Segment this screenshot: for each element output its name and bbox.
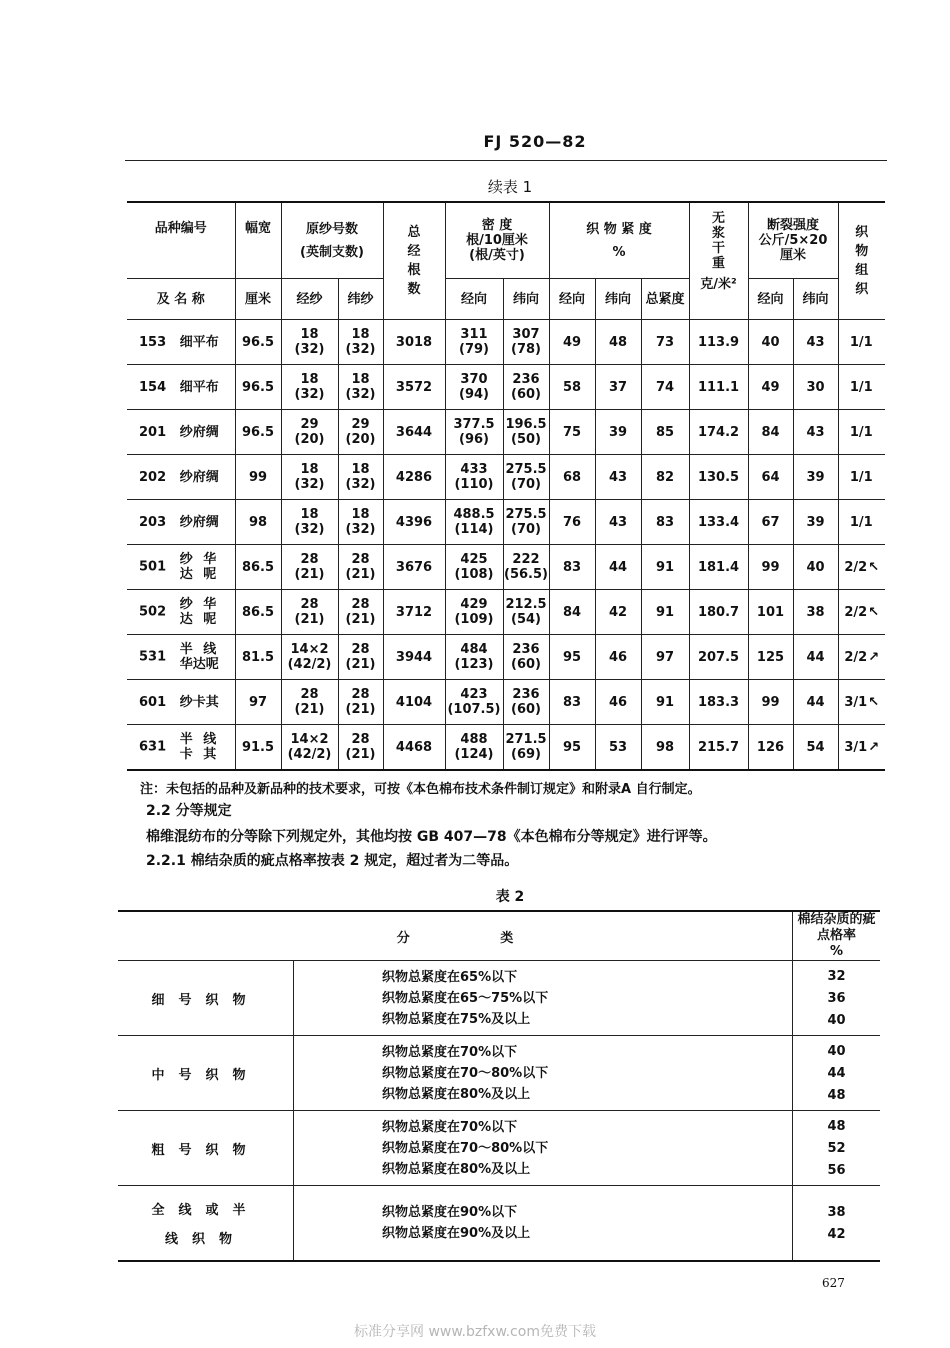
strength-weft-cell: 30 [793, 365, 838, 410]
total-ends-cell: 3644 [383, 410, 445, 455]
condition-text: 织物总紧度在80%及以上 [382, 1161, 531, 1177]
fabric-category: 细号织物 [118, 961, 294, 1036]
tightness-total-cell: 91 [641, 680, 689, 725]
total-ends-cell: 3018 [383, 320, 445, 365]
tightness-header: 织 物 紧 度 [586, 221, 652, 237]
density-warp-cell: 370 (94) [445, 365, 503, 410]
table-row [118, 1036, 880, 1111]
table-row [127, 500, 885, 545]
tightness-total-header: 总紧度 [645, 291, 685, 307]
density-warp-cell: 429 (109) [445, 590, 503, 635]
rate-value: 42 [827, 1226, 846, 1242]
weight-cell: 180.7 [689, 590, 748, 635]
table2-caption: 表 2 [495, 889, 525, 905]
width-cell: 86.5 [235, 545, 281, 590]
weave-cell: 2/2↖ [838, 545, 885, 590]
weave-cell: 3/1↖ [838, 680, 885, 725]
strength-weft-cell: 39 [793, 455, 838, 500]
condition-text: 织物总紧度在70%以下 [382, 1044, 518, 1060]
defect-rate-table [118, 910, 880, 1262]
width-cell: 96.5 [235, 410, 281, 455]
rate-value: 36 [827, 990, 846, 1006]
strength-warp-cell: 67 [748, 500, 793, 545]
strength-unit: 公斤/5×20 [758, 233, 828, 248]
tightness-total-cell: 83 [641, 500, 689, 545]
fabric-category: 全线或半 线织物 [118, 1186, 294, 1262]
tightness-weft-cell: 39 [595, 410, 641, 455]
tightness-warp-cell: 95 [549, 635, 595, 680]
total-ends-cell: 4286 [383, 455, 445, 500]
strength-sub: 厘米 [779, 248, 806, 263]
variety-cell: 154 细平布 [127, 365, 235, 410]
weave-cell: 1/1 [838, 320, 885, 365]
section-2-2-1-paragraph: 2.2.1 棉结杂质的疵点格率按表 2 规定，超过者为二等品。 [146, 853, 519, 869]
weight-cell: 133.4 [689, 500, 748, 545]
weight-cell: 181.4 [689, 545, 748, 590]
weight-header: 无 浆 干 重 克/米² [689, 202, 748, 320]
rate-value: 48 [827, 1087, 846, 1103]
warp-yarn-header: 经纱 [296, 291, 323, 307]
variety-cell: 631 半 线 卡 其 [127, 725, 235, 771]
weft-yarn-cell: 28 (21) [338, 680, 383, 725]
condition-text: 织物总紧度在80%及以上 [382, 1086, 531, 1102]
density-weft-cell: 236 (60) [503, 365, 549, 410]
width-unit: 厘米 [244, 291, 271, 307]
weft-yarn-cell: 28 (21) [338, 635, 383, 680]
defect-rate-values [793, 1036, 881, 1111]
warp-yarn-cell: 18 (32) [281, 500, 338, 545]
defect-rate-values [793, 961, 881, 1036]
weft-yarn-cell: 18 (32) [338, 320, 383, 365]
warp-yarn-cell: 14×2 (42/2) [281, 725, 338, 771]
weft-yarn-cell: 29 (20) [338, 410, 383, 455]
density-warp-header: 经向 [460, 291, 487, 307]
rate-value: 44 [827, 1065, 846, 1081]
variety-cell: 153 细平布 [127, 320, 235, 365]
tightness-weft-cell: 43 [595, 500, 641, 545]
tightness-total-cell: 97 [641, 635, 689, 680]
tightness-warp-cell: 95 [549, 725, 595, 771]
strength-weft-cell: 38 [793, 590, 838, 635]
tightness-total-cell: 98 [641, 725, 689, 771]
strength-warp-cell: 125 [748, 635, 793, 680]
strength-warp-cell: 101 [748, 590, 793, 635]
strength-warp-cell: 99 [748, 545, 793, 590]
density-warp-cell: 377.5 (96) [445, 410, 503, 455]
density-weft-cell: 212.5 (54) [503, 590, 549, 635]
variety-cell: 601 纱卡其 [127, 680, 235, 725]
density-warp-cell: 311 (79) [445, 320, 503, 365]
tightness-weft-cell: 46 [595, 680, 641, 725]
tightness-conditions [294, 1186, 793, 1262]
yarn-count-sub: (英制支数) [300, 244, 364, 260]
warp-yarn-cell: 29 (20) [281, 410, 338, 455]
table1-caption: 续表 1 [487, 178, 533, 196]
warp-yarn-cell: 18 (32) [281, 455, 338, 500]
twill-direction-icon: ↖ [868, 559, 880, 575]
weave-cell: 3/1↗ [838, 725, 885, 771]
warp-yarn-cell: 28 (21) [281, 680, 338, 725]
strength-weft-cell: 40 [793, 545, 838, 590]
defect-rate-values [793, 1186, 881, 1262]
width-cell: 97 [235, 680, 281, 725]
weave-cell: 1/1 [838, 455, 885, 500]
warp-yarn-cell: 18 (32) [281, 320, 338, 365]
density-weft-cell: 236 (60) [503, 680, 549, 725]
condition-text: 织物总紧度在75%及以上 [382, 1011, 531, 1027]
table-row [127, 680, 885, 725]
document-code: FJ 520—82 [483, 132, 587, 151]
density-unit: 根/10厘米 [466, 233, 528, 248]
width-cell: 91.5 [235, 725, 281, 771]
tightness-total-cell: 82 [641, 455, 689, 500]
width-cell: 96.5 [235, 320, 281, 365]
tightness-total-cell: 85 [641, 410, 689, 455]
condition-text: 织物总紧度在90%以下 [382, 1205, 518, 1220]
strength-weft-cell: 43 [793, 320, 838, 365]
variety-cell: 502 纱 华 达 呢 [127, 590, 235, 635]
warp-yarn-cell: 14×2 (42/2) [281, 635, 338, 680]
strength-weft-cell: 43 [793, 410, 838, 455]
table-row [127, 320, 885, 365]
tightness-weft-cell: 44 [595, 545, 641, 590]
tightness-unit: % [612, 244, 626, 260]
condition-text: 织物总紧度在65%以下 [382, 969, 518, 985]
rate-value: 52 [827, 1140, 846, 1156]
strength-warp-header: 经向 [757, 291, 784, 307]
density-weft-cell: 222 (56.5) [503, 545, 549, 590]
table-row [127, 545, 885, 590]
table-row [127, 455, 885, 500]
tightness-weft-cell: 43 [595, 455, 641, 500]
warp-yarn-cell: 28 (21) [281, 590, 338, 635]
total-ends-cell: 4104 [383, 680, 445, 725]
weave-cell: 2/2↖ [838, 590, 885, 635]
density-weft-header: 纬向 [512, 291, 539, 307]
rate-value: 56 [827, 1162, 846, 1178]
strength-weft-cell: 39 [793, 500, 838, 545]
tightness-weft-cell: 37 [595, 365, 641, 410]
twill-direction-icon: ↗ [868, 739, 880, 755]
weft-yarn-header: 纬纱 [347, 291, 374, 307]
tightness-conditions [294, 1036, 793, 1111]
density-weft-cell: 275.5 (70) [503, 455, 549, 500]
defect-rate-unit: % [829, 944, 844, 959]
weft-yarn-cell: 18 (32) [338, 365, 383, 410]
tightness-weft-cell: 53 [595, 725, 641, 771]
total-ends-header: 总 经 根 数 [383, 202, 445, 320]
defect-rate-values [793, 1111, 881, 1186]
tightness-conditions [294, 961, 793, 1036]
strength-warp-cell: 126 [748, 725, 793, 771]
weave-cell: 1/1 [838, 410, 885, 455]
yarn-count-header: 原纱号数 [305, 221, 358, 237]
rate-value: 40 [827, 1043, 846, 1059]
strength-weft-cell: 44 [793, 635, 838, 680]
density-warp-cell: 425 (108) [445, 545, 503, 590]
tightness-total-cell: 91 [641, 545, 689, 590]
table-row [118, 1186, 880, 1262]
weave-cell: 2/2↗ [838, 635, 885, 680]
warp-yarn-cell: 18 (32) [281, 365, 338, 410]
table-row [118, 1111, 880, 1186]
condition-text: 织物总紧度在90%及以上 [382, 1226, 531, 1241]
tightness-warp-cell: 84 [549, 590, 595, 635]
density-header: 密 度 [481, 218, 513, 233]
total-ends-cell: 4396 [383, 500, 445, 545]
rate-value: 38 [827, 1204, 846, 1220]
condition-text: 织物总紧度在70～80%以下 [382, 1140, 549, 1156]
tightness-warp-cell: 76 [549, 500, 595, 545]
density-warp-cell: 488 (124) [445, 725, 503, 771]
tightness-warp-cell: 58 [549, 365, 595, 410]
tightness-total-cell: 73 [641, 320, 689, 365]
weft-yarn-cell: 28 (21) [338, 545, 383, 590]
tightness-warp-cell: 83 [549, 680, 595, 725]
width-header: 幅宽 [244, 221, 271, 236]
density-weft-cell: 236 (60) [503, 635, 549, 680]
table1-note: 注：未包括的品种及新品种的技术要求，可按《本色棉布技术条件制订规定》和附录A 自行制定。 [140, 782, 701, 797]
twill-direction-icon: ↗ [868, 649, 880, 665]
weight-cell: 111.1 [689, 365, 748, 410]
table-row [127, 725, 885, 771]
total-ends-cell: 3572 [383, 365, 445, 410]
variety-cell: 202 纱府绸 [127, 455, 235, 500]
weave-cell: 1/1 [838, 365, 885, 410]
tightness-conditions [294, 1111, 793, 1186]
total-ends-cell: 3944 [383, 635, 445, 680]
tightness-warp-cell: 83 [549, 545, 595, 590]
tightness-warp-cell: 68 [549, 455, 595, 500]
variety-header: 品种编号 [154, 221, 207, 236]
density-weft-cell: 307 (78) [503, 320, 549, 365]
weight-cell: 215.7 [689, 725, 748, 771]
table-row [127, 410, 885, 455]
strength-warp-cell: 99 [748, 680, 793, 725]
strength-header: 断裂强度 [766, 218, 819, 233]
density-warp-cell: 484 (123) [445, 635, 503, 680]
weight-cell: 207.5 [689, 635, 748, 680]
tightness-warp-cell: 75 [549, 410, 595, 455]
variety-name-header: 及 名 称 [156, 291, 205, 307]
condition-text: 织物总紧度在65～75%以下 [382, 990, 549, 1006]
weight-cell: 130.5 [689, 455, 748, 500]
density-sub: (根/英寸) [469, 248, 525, 263]
table-row [127, 590, 885, 635]
specs-table [127, 201, 885, 771]
variety-cell: 201 纱府绸 [127, 410, 235, 455]
fabric-category: 粗号织物 [118, 1111, 294, 1186]
weight-cell: 183.3 [689, 680, 748, 725]
twill-direction-icon: ↖ [868, 694, 880, 710]
warp-yarn-cell: 28 (21) [281, 545, 338, 590]
table-row [118, 961, 880, 1036]
total-ends-cell: 3676 [383, 545, 445, 590]
classification-header: 分 类 [396, 930, 514, 946]
variety-cell: 203 纱府绸 [127, 500, 235, 545]
width-cell: 98 [235, 500, 281, 545]
weight-cell: 113.9 [689, 320, 748, 365]
width-cell: 99 [235, 455, 281, 500]
strength-warp-cell: 84 [748, 410, 793, 455]
twill-direction-icon: ↖ [868, 604, 880, 620]
weave-cell: 1/1 [838, 500, 885, 545]
rate-value: 48 [827, 1118, 846, 1134]
rate-value: 32 [827, 968, 846, 984]
total-ends-cell: 3712 [383, 590, 445, 635]
strength-weft-cell: 54 [793, 725, 838, 771]
density-warp-cell: 433 (110) [445, 455, 503, 500]
density-weft-cell: 271.5 (69) [503, 725, 549, 771]
strength-warp-cell: 49 [748, 365, 793, 410]
table-row [127, 635, 885, 680]
condition-text: 织物总紧度在70%以下 [382, 1119, 518, 1135]
tightness-warp-header: 经向 [558, 291, 585, 307]
density-weft-cell: 196.5 (50) [503, 410, 549, 455]
width-cell: 96.5 [235, 365, 281, 410]
tightness-weft-cell: 42 [595, 590, 641, 635]
width-cell: 86.5 [235, 590, 281, 635]
variety-cell: 501 纱 华 达 呢 [127, 545, 235, 590]
strength-warp-cell: 64 [748, 455, 793, 500]
tightness-warp-cell: 49 [549, 320, 595, 365]
density-weft-cell: 275.5 (70) [503, 500, 549, 545]
total-ends-cell: 4468 [383, 725, 445, 771]
rate-value: 40 [827, 1012, 846, 1028]
strength-warp-cell: 40 [748, 320, 793, 365]
density-warp-cell: 423 (107.5) [445, 680, 503, 725]
tightness-weft-header: 纬向 [604, 291, 631, 307]
strength-weft-header: 纬向 [802, 291, 829, 307]
weight-cell: 174.2 [689, 410, 748, 455]
condition-text: 织物总紧度在70～80%以下 [382, 1065, 549, 1081]
weave-header: 织 物 组 织 [838, 202, 885, 320]
watermark: 标准分享网 www.bzfxw.com免费下载 [354, 1324, 596, 1340]
defect-rate-header: 棉结杂质的疵点格率 [797, 912, 876, 943]
weft-yarn-cell: 28 (21) [338, 725, 383, 771]
tightness-total-cell: 74 [641, 365, 689, 410]
section-2-2-paragraph: 棉维混纺布的分等除下列规定外，其他均按 GB 407—78《本色棉布分等规定》进行评等。 [146, 829, 717, 845]
tightness-total-cell: 91 [641, 590, 689, 635]
tightness-weft-cell: 48 [595, 320, 641, 365]
table-row [127, 365, 885, 410]
weft-yarn-cell: 18 (32) [338, 455, 383, 500]
header-rule [125, 160, 887, 161]
weft-yarn-cell: 18 (32) [338, 500, 383, 545]
fabric-category: 中号织物 [118, 1036, 294, 1111]
weft-yarn-cell: 28 (21) [338, 590, 383, 635]
variety-cell: 531 半 线 华达呢 [127, 635, 235, 680]
strength-weft-cell: 44 [793, 680, 838, 725]
tightness-weft-cell: 46 [595, 635, 641, 680]
density-warp-cell: 488.5 (114) [445, 500, 503, 545]
section-2-2-heading: 2.2 分等规定 [146, 803, 232, 819]
page-number: 627 [822, 1276, 845, 1290]
width-cell: 81.5 [235, 635, 281, 680]
